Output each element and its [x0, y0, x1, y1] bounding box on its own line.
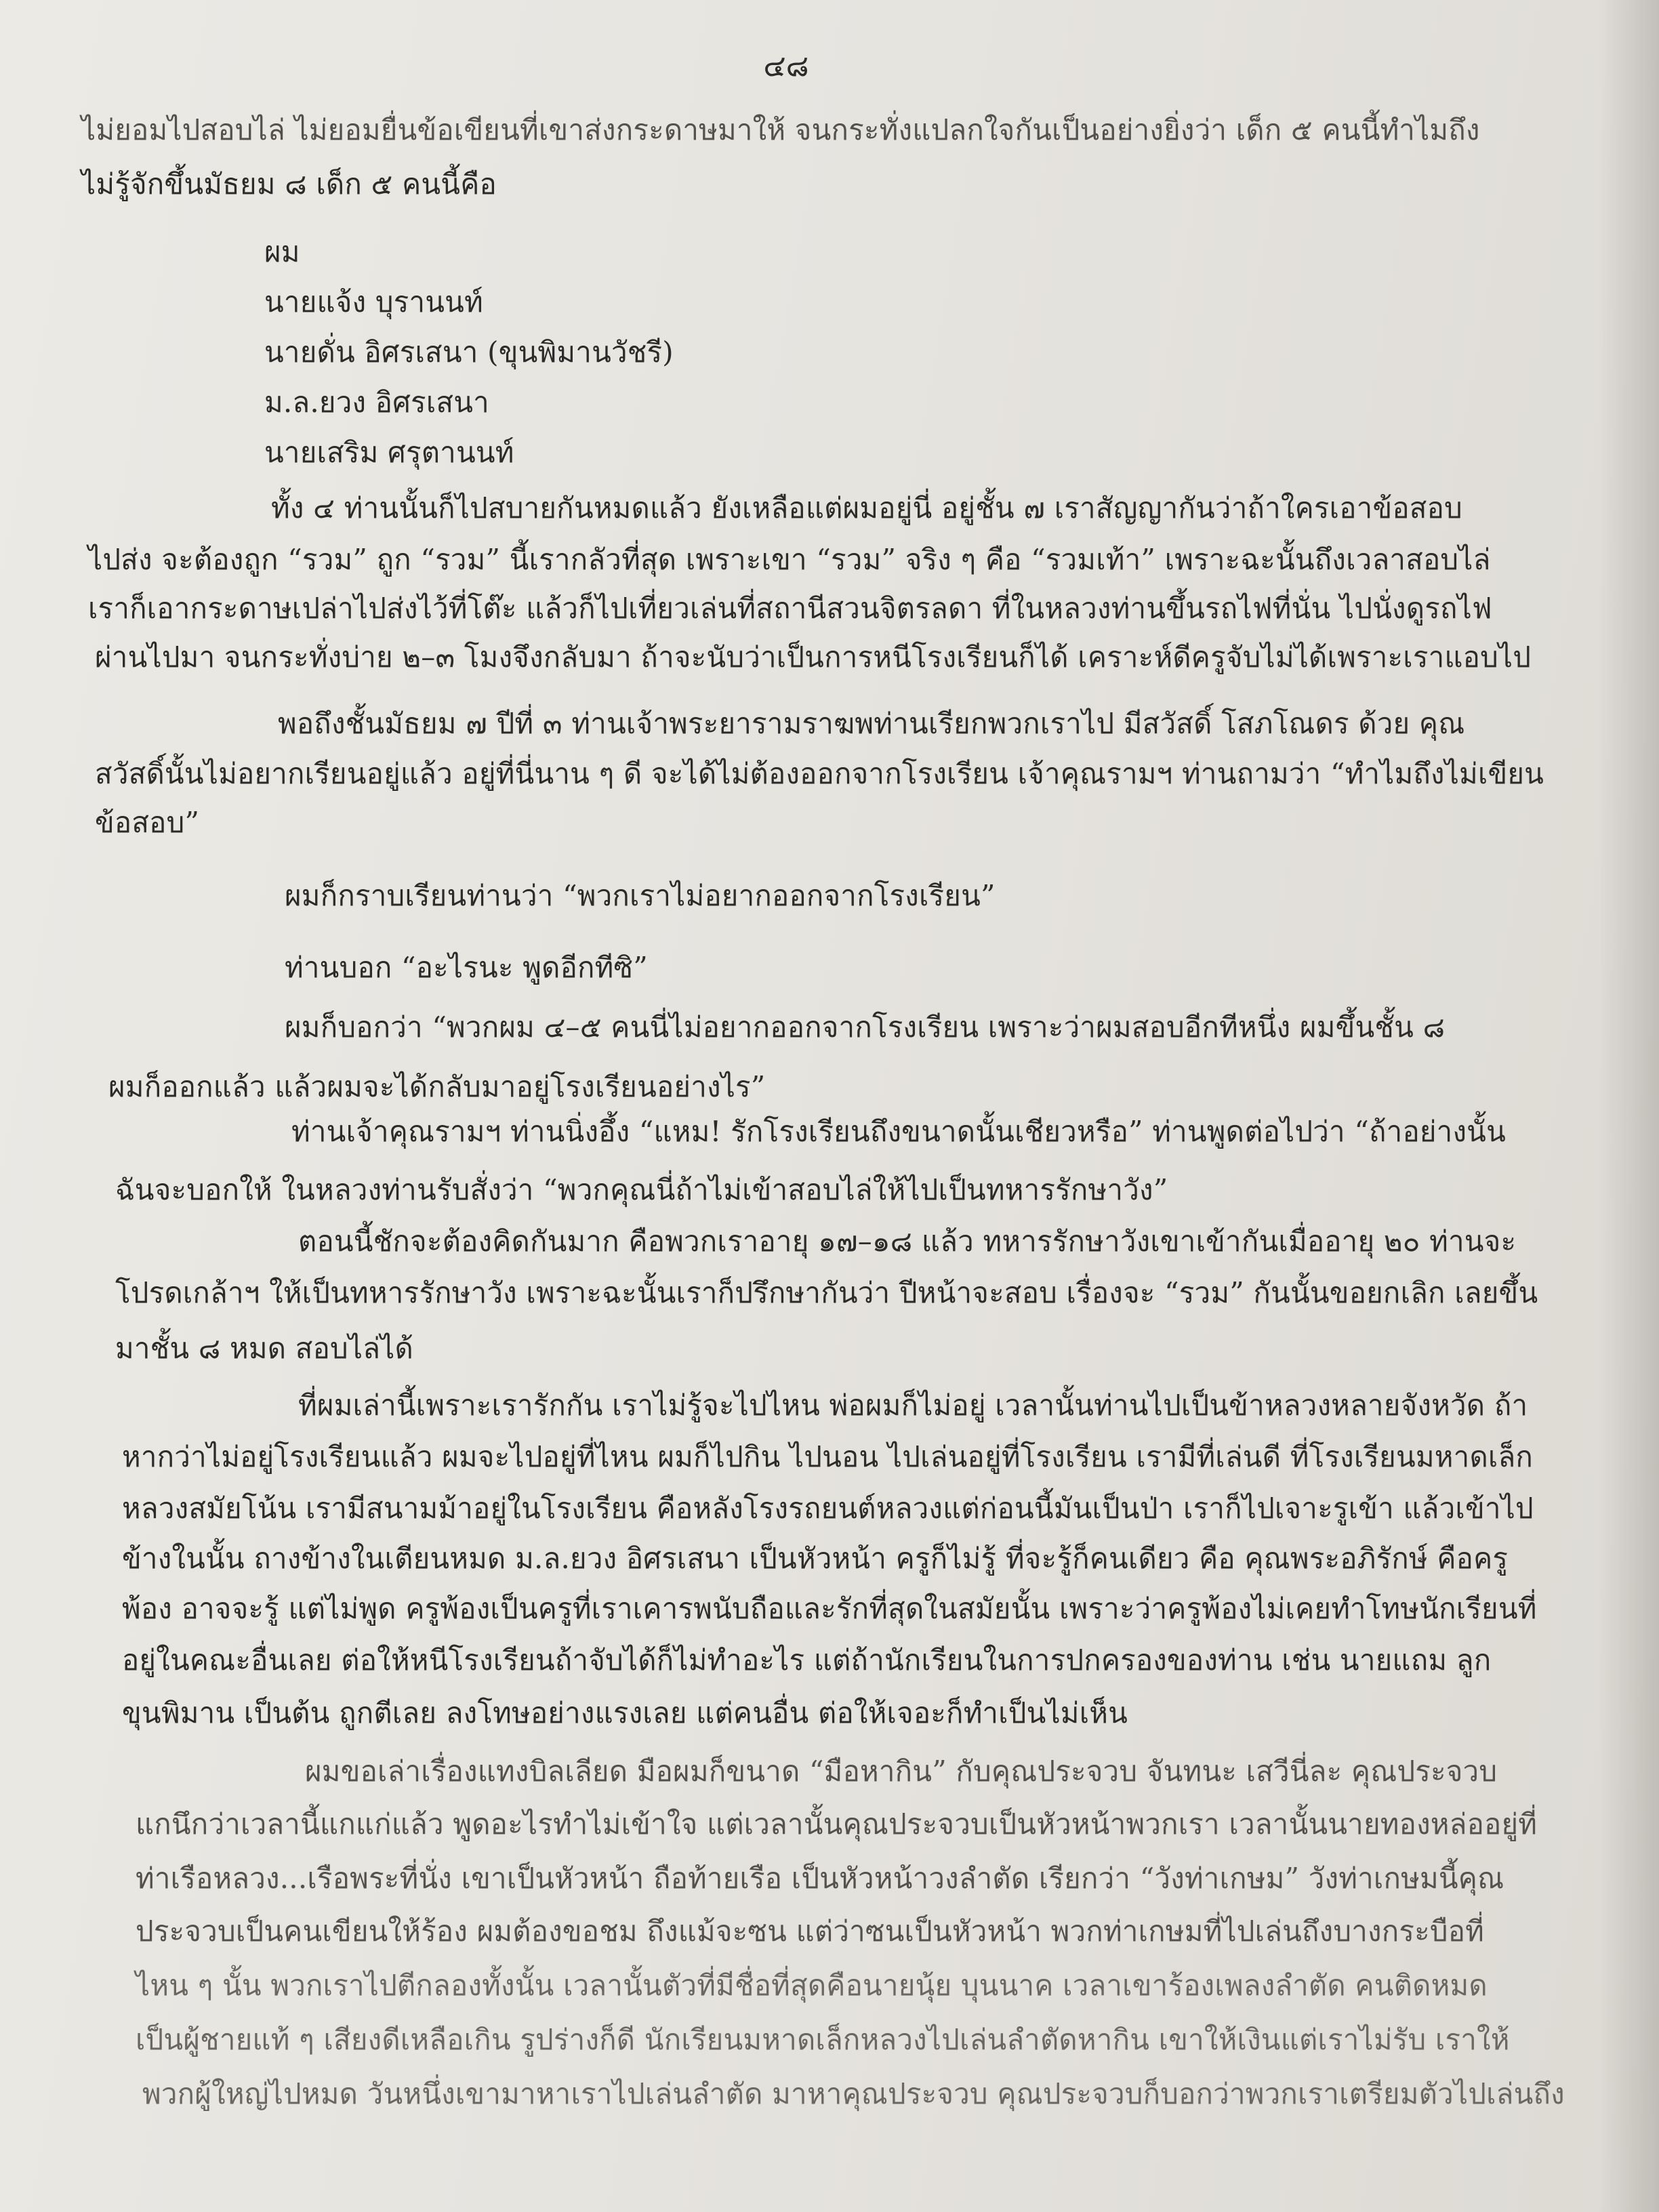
text-line: ที่ผมเล่านี้เพราะเรารักกัน เราไม่รู้จะไปไหน พ่อผมก็ไม่อยู่ เวลานั้นท่านไปเป็นข้าหลวงหลายจังหวัด ถ้า — [298, 1389, 1528, 1422]
text-line: ข้างในนั้น ถางข้างในเตียนหมด ม.ล.ยวง อิศรเสนา เป็นหัวหน้า ครูก็ไม่รู้ ที่จะรู้ก็คนเดียว คือ คุณพระอภิรักษ์ คือครู — [122, 1542, 1509, 1575]
text-line: เป็นผู้ชายแท้ ๆ เสียงดีเหลือเกิน รูปร่างก็ดี นักเรียนมหาดเล็กหลวงไปเล่นลำตัดหากิน เขาให้เงินแต่เราไม่รับ เราให้ — [136, 2023, 1510, 2056]
text-line: ไม่ยอมไปสอบไล่ ไม่ยอมยื่นข้อเขียนที่เขาส่งกระดาษมาให้ จนกระทั่งแปลกใจกันเป็นอย่างยิ่งว่า เด็ก ๕ คนนี้ทำไมถึง — [81, 113, 1480, 146]
text-line: ผมก็กราบเรียนท่านว่า “พวกเราไม่อยากออกจากโรงเรียน” — [285, 879, 996, 912]
text-line: สวัสดิ์นั้นไม่อยากเรียนอยู่แล้ว อยู่ที่นี่นาน ๆ ดี จะได้ไม่ต้องออกจากโรงเรียน เจ้าคุณรามฯ ท่านถามว่า “ทำไมถึงไม่เขียน — [95, 757, 1544, 790]
text-line: พ้อง อาจจะรู้ แต่ไม่พูด ครูพ้องเป็นครูที่เราเคารพนับถือและรักที่สุดในสมัยนั้น เพราะว่าครูพ้องไม่เคยทำโทษนักเรียนที่ — [122, 1592, 1537, 1625]
text-line: ไปส่ง จะต้องถูก “รวม” ถูก “รวม” นี้เรากลัวที่สุด เพราะเขา “รวม” จริง ๆ คือ “รวมเท้า” เพราะฉะนั้นถึงเวลาสอบไล่ — [88, 543, 1491, 576]
text-line: โปรดเกล้าฯ ให้เป็นทหารรักษาวัง เพราะฉะนั้นเราก็ปรึกษากันว่า ปีหน้าจะสอบ เรื่องจะ “รวม” กันนั้นขอยกเลิก เลยขึ้น — [115, 1276, 1538, 1309]
list-item: นายแจ้ง บุรานนท์ — [264, 285, 483, 319]
text-line: ข้อสอบ” — [95, 806, 200, 839]
page-number: ๔๘ — [763, 49, 809, 83]
text-line: ท่านบอก “อะไรนะ พูดอีกทีซิ” — [285, 951, 648, 984]
text-line: ท่านเจ้าคุณรามฯ ท่านนิ่งอึ้ง “แหม! รักโรงเรียนถึงขนาดนั้นเชียวหรือ” ท่านพูดต่อไปว่า “ถ้าอย่างนั้น — [291, 1115, 1506, 1148]
text-line: ผมก็บอกว่า “พวกผม ๔–๕ คนนี่ไม่อยากออกจากโรงเรียน เพราะว่าผมสอบอีกทีหนึ่ง ผมขึ้นชั้น ๘ — [285, 1010, 1446, 1044]
text-line: ประจวบเป็นคนเขียนให้ร้อง ผมต้องขอชม ถึงแม้จะซน แต่ว่าซนเป็นหัวหน้า พวกท่าเกษมที่ไปเล่นถึงบางกระบือที่ — [136, 1914, 1485, 1948]
list-item: นายเสริม ศรุตานนท์ — [264, 436, 514, 469]
text-line: ผมขอเล่าเรื่องแทงบิลเลียด มือผมก็ขนาด “มือหากิน” กับคุณประจวบ จันทนะ เสวีนี่ละ คุณประจวบ — [305, 1755, 1498, 1788]
text-line: ขุนพิมาน เป็นต้น ถูกตีเลย ลงโทษอย่างแรงเลย แต่คนอื่น ต่อให้เจอะก็ทำเป็นไม่เห็น — [122, 1696, 1128, 1729]
text-line: ผมก็ออกแล้ว แล้วผมจะได้กลับมาอยู่โรงเรียนอย่างไร” — [108, 1070, 766, 1103]
text-line: อยู่ในคณะอื่นเลย ต่อให้หนีโรงเรียนถ้าจับได้ก็ไม่ทำอะไร แต่ถ้านักเรียนในการปกครองของท่าน เช่น นายแถม ลูก — [122, 1643, 1492, 1677]
text-line: หลวงสมัยโน้น เรามีสนามม้าอยู่ในโรงเรียน คือหลังโรงรถยนต์หลวงแต่ก่อนนี้มันเป็นป่า เราก็ไปเจาะรูเข้า แล้วเข้าไป — [122, 1492, 1534, 1525]
list-item: ผม — [264, 235, 300, 268]
text-line: มาชั้น ๘ หมด สอบไล่ได้ — [115, 1332, 413, 1365]
text-line: ไม่รู้จักขึ้นมัธยม ๘ เด็ก ๕ คนนี้คือ — [81, 167, 497, 201]
text-line: แกนึกว่าเวลานี้แกแก่แล้ว พูดอะไรทำไม่เข้าใจ แต่เวลานั้นคุณประจวบเป็นหัวหน้าพวกเรา เวลานั้นนายทองหล่ออยู่ที่ — [136, 1807, 1538, 1841]
text-line: ตอนนี้ชักจะต้องคิดกันมาก คือพวกเราอายุ ๑๗–๑๘ แล้ว ทหารรักษาวังเขาเข้ากันเมื่ออายุ ๒๐ ท่านจะ — [298, 1225, 1517, 1258]
text-line: ทั้ง ๔ ท่านนั้นก็ไปสบายกันหมดแล้ว ยังเหลือแต่ผมอยู่นี่ อยู่ชั้น ๗ เราสัญญากันว่าถ้าใครเอาข้อสอบ — [271, 491, 1462, 525]
text-line: ท่าเรือหลวง...เรือพระที่นั่ง เขาเป็นหัวหน้า ถือท้ายเรือ เป็นหัวหน้าวงลำตัด เรียกว่า “วังท่าเกษม” วังท่าเกษมนี้คุณ — [136, 1862, 1504, 1895]
text-line: พวกผู้ใหญ่ไปหมด วันหนึ่งเขามาหาเราไปเล่นลำตัด มาหาคุณประจวบ คุณประจวบก็บอกว่าพวกเราเตรียมตัวไปเล่นถึง — [142, 2077, 1565, 2110]
list-item: นายดั่น อิศรเสนา (ขุนพิมานวัชรี) — [264, 335, 674, 369]
text-line: พอถึงชั้นมัธยม ๗ ปีที่ ๓ ท่านเจ้าพระยารามราฆพท่านเรียกพวกเราไป มีสวัสดิ์ โสภโณดร ด้วย คุณ — [278, 707, 1465, 740]
text-line: ไหน ๆ นั้น พวกเราไปตีกลองทั้งนั้น เวลานั้นตัวที่มีชื่อที่สุดคือนายนุ้ย บุนนาค เวลาเขาร้องเพลงลำตัด คนติดหมด — [136, 1969, 1488, 2002]
text-line: เราก็เอากระดาษเปล่าไปส่งไว้ที่โต๊ะ แล้วก็ไปเที่ยวเล่นที่สถานีสวนจิตรลดา ที่ในหลวงท่านขึ้นรถไฟที่นั่น ไปนั่งดูรถไฟ — [88, 592, 1492, 625]
text-line: ฉันจะบอกให้ ในหลวงท่านรับสั่งว่า “พวกคุณนี่ถ้าไม่เข้าสอบไล่ให้ไปเป็นทหารรักษาวัง” — [115, 1173, 1168, 1206]
text-line: หากว่าไม่อยู่โรงเรียนแล้ว ผมจะไปอยู่ที่ไหน ผมก็ไปกิน ไปนอน ไปเล่นอยู่ที่โรงเรียน เรามีที่เล่นดี ที่โรงเรียนมหาดเล็ก — [122, 1440, 1534, 1473]
list-item: ม.ล.ยวง อิศรเสนา — [264, 386, 489, 419]
text-line: ผ่านไปมา จนกระทั่งบ่าย ๒–๓ โมงจึงกลับมา ถ้าจะนับว่าเป็นการหนีโรงเรียนก็ได้ เคราะห์ดีครูจับไม่ได้เพราะเราแอบไป — [95, 640, 1532, 674]
